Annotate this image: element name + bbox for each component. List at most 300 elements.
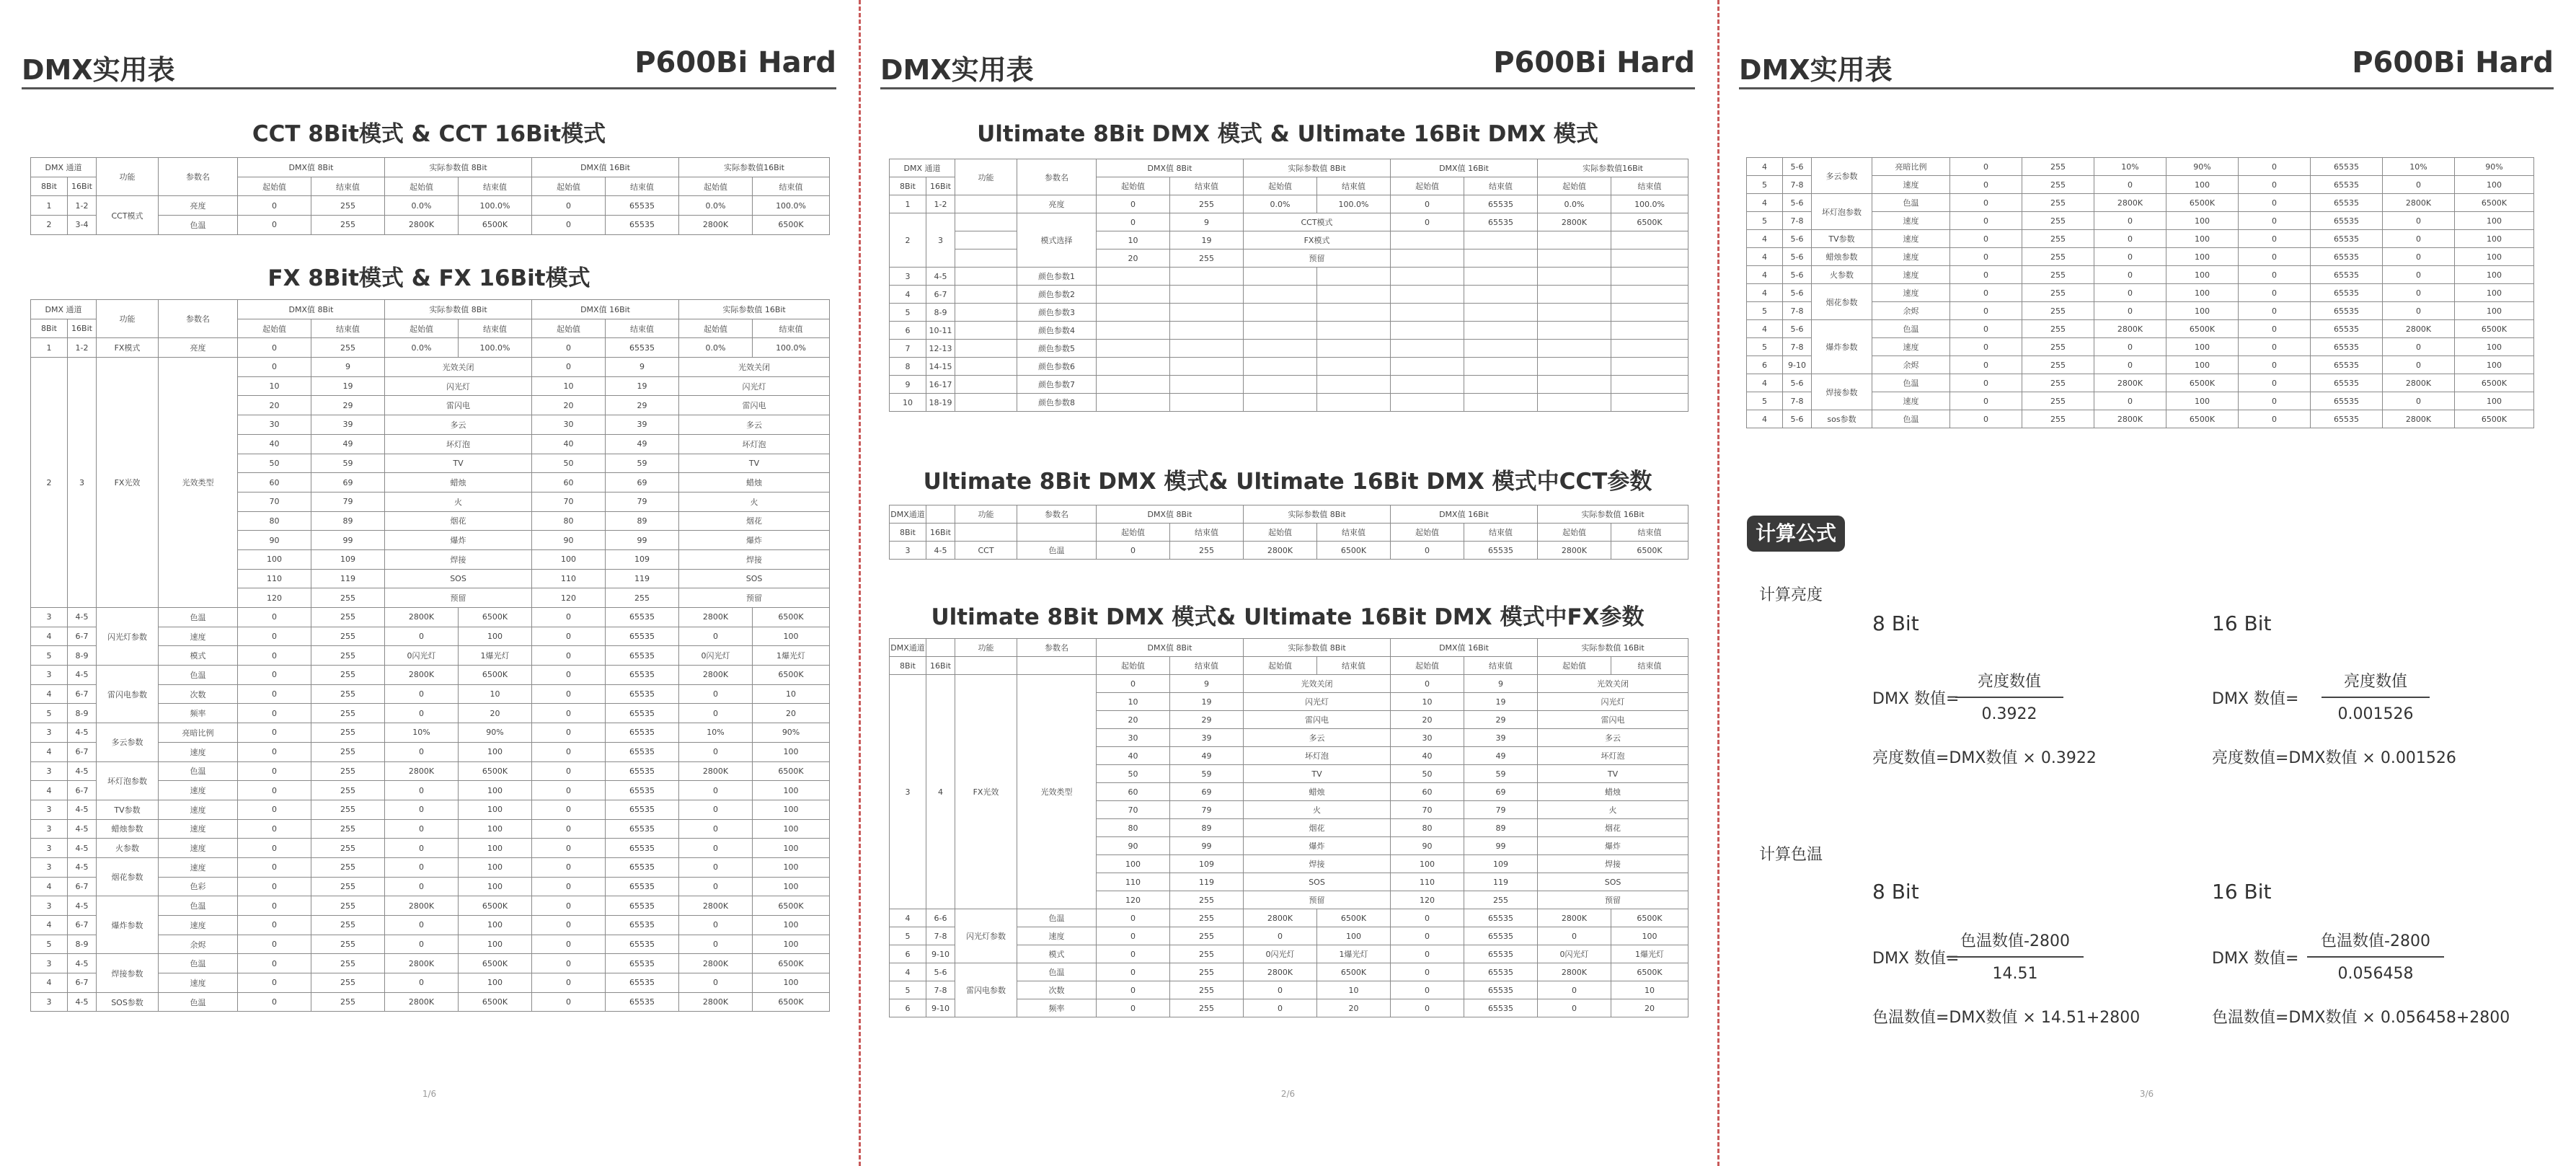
table-cell: 2800K xyxy=(2383,194,2455,212)
table-cell: 结束值 xyxy=(606,177,679,196)
table-cell: 0 xyxy=(532,196,606,216)
table-cell: 速度 xyxy=(1872,176,1950,194)
table-cell: 5 xyxy=(1747,338,1783,356)
table-cell: 255 xyxy=(1170,195,1244,213)
table-cell: 10% xyxy=(2383,158,2455,176)
table-cell: 光效关闭 xyxy=(1538,675,1688,693)
table-cell: 0 xyxy=(532,646,606,666)
table-cell: 90 xyxy=(238,531,311,550)
table-cell: 火 xyxy=(385,492,532,511)
table-cell: 坏灯泡参数 xyxy=(1812,194,1872,230)
table-cell: 12-13 xyxy=(926,340,955,358)
table-cell: 0 xyxy=(1950,158,2022,176)
table-cell: 坏灯泡 xyxy=(1538,747,1688,765)
table-cell xyxy=(955,322,1017,340)
table-cell: 4-5 xyxy=(926,542,955,560)
table-cell: 100 xyxy=(459,877,532,896)
table-cell: 雷闪电 xyxy=(385,396,532,415)
table-cell: 3 xyxy=(31,839,68,858)
table-cell: 255 xyxy=(1170,927,1244,945)
table-cell: 雷闪电 xyxy=(1244,711,1391,729)
table-cell: 0 xyxy=(238,935,311,954)
brightness-8bit-numerator: 亮度数值 xyxy=(1977,673,2041,691)
table-cell: 次数 xyxy=(1017,981,1097,999)
table-cell xyxy=(1538,358,1611,376)
page-number: 2/6 xyxy=(1280,1089,1296,1099)
table-cell: 6500K xyxy=(2455,374,2534,392)
table-cell: 色温 xyxy=(1872,320,1950,338)
table-cell: 80 xyxy=(238,511,311,531)
table-cell: 焊接 xyxy=(385,549,532,569)
table-cell: 6500K xyxy=(459,992,532,1012)
table-cell: 100.0% xyxy=(459,196,532,216)
table-cell: 速度 xyxy=(159,857,238,877)
table-cell: 0 xyxy=(238,196,311,216)
table-cell: 0 xyxy=(1538,927,1611,945)
table-cell: 起始值 xyxy=(532,319,606,338)
table-row xyxy=(890,249,1688,268)
table-cell: 100 xyxy=(238,549,311,569)
table-cell xyxy=(1170,322,1244,340)
table-cell: 烟花 xyxy=(1538,819,1688,837)
table-cell: 色温 xyxy=(1017,909,1097,927)
table-cell: TV参数 xyxy=(97,800,159,819)
table-cell: 6500K xyxy=(753,216,830,235)
table-cell: 频率 xyxy=(159,704,238,723)
table-cell: 蜡烛参数 xyxy=(97,819,159,839)
table-cell: 3 xyxy=(31,954,68,973)
table-cell: 0 xyxy=(532,800,606,819)
table-cell: 6500K xyxy=(1317,909,1391,927)
table-cell: 70 xyxy=(1097,801,1170,819)
table-cell: 余烬 xyxy=(1872,356,1950,374)
table-cell: 0 xyxy=(1950,392,2022,410)
table-cell: 0 xyxy=(1391,927,1464,945)
ultimate-cct-section-title: Ultimate 8Bit DMX 模式& Ultimate 16Bit DMX 模式中CCT参数 xyxy=(923,469,1652,495)
table-cell: 255 xyxy=(311,627,385,646)
table-cell: 4 xyxy=(31,781,68,800)
table-cell: 100 xyxy=(2166,356,2239,374)
table-cell xyxy=(1611,249,1688,268)
table-row xyxy=(31,158,830,177)
table-cell: 10 xyxy=(1611,981,1688,999)
table-cell: 20 xyxy=(1611,999,1688,1017)
table-cell xyxy=(1464,231,1538,249)
table-cell: 0 xyxy=(532,742,606,761)
table-cell: 0 xyxy=(238,684,311,704)
table-cell: 0 xyxy=(532,935,606,954)
model-title: P600Bi Hard xyxy=(1493,46,1695,79)
table-cell: 0 xyxy=(2383,248,2455,266)
table-cell xyxy=(1391,286,1464,304)
brightness-16bit-result: 亮度数值=DMX数值 × 0.001526 xyxy=(2212,749,2456,767)
table-cell: 0 xyxy=(385,935,459,954)
table-cell: 120 xyxy=(1391,891,1464,909)
table-cell: 59 xyxy=(1170,765,1244,783)
table-cell: 255 xyxy=(311,896,385,916)
table-cell: 16-17 xyxy=(926,376,955,394)
table-cell: TV xyxy=(1244,765,1391,783)
table-cell: 6500K xyxy=(459,954,532,973)
table-cell: 0 xyxy=(1391,195,1464,213)
table-cell: 70 xyxy=(532,492,606,511)
table-cell: 39 xyxy=(1464,729,1538,747)
table-cell: 255 xyxy=(1170,909,1244,927)
table-cell: 6500K xyxy=(1611,213,1688,231)
table-cell: 蜡烛 xyxy=(1244,783,1391,801)
fraction-bar xyxy=(2307,956,2444,958)
table-cell xyxy=(1097,322,1170,340)
table-cell xyxy=(1317,268,1391,286)
table-cell: 速度 xyxy=(159,839,238,858)
table-cell xyxy=(1317,304,1391,322)
table-cell: 120 xyxy=(532,588,606,608)
table-row xyxy=(890,195,1688,213)
table-cell: 火 xyxy=(679,492,830,511)
table-cell: CCT模式 xyxy=(1244,213,1391,231)
table-cell: 实际参数值 16Bit xyxy=(679,300,830,319)
table-cell: 结束值 xyxy=(1611,524,1688,542)
table-cell: 100 xyxy=(459,839,532,858)
table-cell: FX光效 xyxy=(97,358,159,608)
table-cell: 100 xyxy=(2166,248,2239,266)
table-row xyxy=(31,819,830,839)
table-cell: 2800K xyxy=(385,896,459,916)
table-cell: 255 xyxy=(311,646,385,666)
table-cell xyxy=(1538,268,1611,286)
table-cell: 0 xyxy=(2094,266,2166,284)
table-cell: 100 xyxy=(2166,284,2239,302)
table-cell: 参数名 xyxy=(159,158,238,196)
table-cell: 2800K xyxy=(385,216,459,235)
table-cell: 0 xyxy=(1097,213,1170,231)
table-cell: 6 xyxy=(890,999,926,1017)
table-cell: 100 xyxy=(2455,266,2534,284)
table-cell xyxy=(955,358,1017,376)
table-cell: 100 xyxy=(2166,230,2239,248)
table-cell: 9-10 xyxy=(926,999,955,1017)
cct-heading: 计算色温 xyxy=(1759,846,1823,864)
table-cell: 65535 xyxy=(1464,945,1538,963)
table-cell: 255 xyxy=(311,857,385,877)
table-cell: 255 xyxy=(1170,891,1244,909)
table-cell: 65535 xyxy=(606,723,679,743)
table-cell: 4 xyxy=(1747,410,1783,428)
table-cell: 80 xyxy=(1097,819,1170,837)
table-cell: 65535 xyxy=(606,781,679,800)
table-cell: 40 xyxy=(1097,747,1170,765)
table-cell: 0 xyxy=(532,819,606,839)
table-cell: 模式 xyxy=(1017,945,1097,963)
table-cell: 0 xyxy=(238,781,311,800)
table-cell: 65535 xyxy=(1464,963,1538,981)
table-cell: 30 xyxy=(1097,729,1170,747)
table-cell: 起始值 xyxy=(1538,657,1611,675)
table-cell: 109 xyxy=(606,549,679,569)
table-cell: 0 xyxy=(238,761,311,781)
table-cell: 49 xyxy=(606,434,679,454)
table-cell: 255 xyxy=(2022,374,2094,392)
table-cell: 4-5 xyxy=(68,761,97,781)
table-cell: 烟花 xyxy=(385,511,532,531)
table-cell: 5 xyxy=(1747,302,1783,320)
table-cell: 0 xyxy=(1391,963,1464,981)
table-cell: 0 xyxy=(385,973,459,993)
table-cell: 8Bit xyxy=(31,177,68,196)
table-row xyxy=(1747,194,2534,212)
table-cell: 爆炸参数 xyxy=(97,896,159,954)
table-cell: 余烬 xyxy=(159,935,238,954)
table-cell: 速度 xyxy=(1872,248,1950,266)
table-cell: 1-2 xyxy=(68,196,97,216)
table-cell: 255 xyxy=(311,196,385,216)
table-cell: 255 xyxy=(311,839,385,858)
table-cell xyxy=(1391,249,1464,268)
table-cell: 255 xyxy=(2022,320,2094,338)
table-cell: 0 xyxy=(238,800,311,819)
table-cell: 功能 xyxy=(97,300,159,338)
table-cell xyxy=(1017,524,1097,542)
table-row xyxy=(890,909,1688,927)
table-cell: 65535 xyxy=(2311,284,2383,302)
table-cell: 速度 xyxy=(159,800,238,819)
table-cell: 3 xyxy=(31,608,68,627)
table-cell: 0 xyxy=(1391,999,1464,1017)
table-cell: 65535 xyxy=(606,857,679,877)
table-row xyxy=(1747,410,2534,428)
brightness-16bit-numerator: 亮度数值 xyxy=(2343,673,2407,691)
table-cell: 4 xyxy=(1747,320,1783,338)
table-cell: 0 xyxy=(238,877,311,896)
table-cell: 100 xyxy=(1317,927,1391,945)
table-cell: 爆炸 xyxy=(679,531,830,550)
table-cell: 6500K xyxy=(2166,320,2239,338)
table-cell: 10 xyxy=(238,376,311,396)
table-cell: 火参数 xyxy=(1812,266,1872,284)
table-cell: 4 xyxy=(1747,284,1783,302)
table-cell: 65535 xyxy=(606,819,679,839)
table-cell: 255 xyxy=(311,588,385,608)
table-cell: 1爆光灯 xyxy=(1611,945,1688,963)
table-cell xyxy=(1611,268,1688,286)
table-cell: 65535 xyxy=(606,684,679,704)
table-cell: 255 xyxy=(311,877,385,896)
table-cell: 59 xyxy=(606,454,679,473)
table-cell: 65535 xyxy=(2311,266,2383,284)
table-cell: 6-7 xyxy=(68,916,97,935)
table-cell: 光效关闭 xyxy=(385,358,532,377)
table-cell: 0 xyxy=(1391,675,1464,693)
table-cell: 100 xyxy=(459,742,532,761)
table-cell: 100 xyxy=(2455,176,2534,194)
table-cell: 8Bit xyxy=(890,177,926,195)
table-cell: 0 xyxy=(679,935,753,954)
table-cell: 255 xyxy=(1170,542,1244,560)
table-cell: 雷闪电参数 xyxy=(97,666,159,723)
table-cell: 结束值 xyxy=(606,319,679,338)
table-cell: 100 xyxy=(459,627,532,646)
table-cell: 0 xyxy=(238,666,311,685)
table-cell: 65535 xyxy=(606,216,679,235)
table-cell: 0 xyxy=(2094,176,2166,194)
table-cell: 1 xyxy=(890,195,926,213)
formula-badge: 计算公式 xyxy=(1747,516,1845,552)
table-cell: 0 xyxy=(532,338,606,358)
table-cell: 参数名 xyxy=(1017,159,1097,195)
table-cell: 16Bit xyxy=(926,177,955,195)
table-cell: 0 xyxy=(238,358,311,377)
table-cell: 火参数 xyxy=(97,839,159,858)
table-cell: 6500K xyxy=(2166,194,2239,212)
table-cell: 烟花参数 xyxy=(97,857,159,896)
table-cell: 65535 xyxy=(1464,213,1538,231)
table-cell: SOS xyxy=(679,569,830,588)
table-cell: 8Bit xyxy=(890,524,926,542)
table-cell: 4 xyxy=(31,877,68,896)
table-cell: TV xyxy=(679,454,830,473)
table-cell: 6500K xyxy=(459,896,532,916)
table-cell: 255 xyxy=(311,666,385,685)
table-cell: 65535 xyxy=(1464,999,1538,1017)
table-cell: 0 xyxy=(1097,963,1170,981)
table-cell: 255 xyxy=(2022,158,2094,176)
table-cell: 50 xyxy=(532,454,606,473)
table-cell: 速度 xyxy=(159,916,238,935)
table-cell: 0 xyxy=(2094,212,2166,230)
table-cell: 5 xyxy=(890,304,926,322)
table-cell: 4-5 xyxy=(68,800,97,819)
table-cell: 60 xyxy=(238,473,311,493)
table-cell: 90% xyxy=(753,723,830,743)
table-cell: 0 xyxy=(385,704,459,723)
table-cell: 坏灯泡 xyxy=(385,434,532,454)
table-cell: 16Bit xyxy=(68,177,97,196)
table-cell: 0.0% xyxy=(385,338,459,358)
table-cell: 亮度 xyxy=(1017,195,1097,213)
table-cell: 0 xyxy=(679,627,753,646)
table-cell: 蜡烛 xyxy=(679,473,830,493)
brightness-16bit-label: 16 Bit xyxy=(2212,611,2272,635)
table-cell xyxy=(1391,304,1464,322)
table-cell: CCT模式 xyxy=(97,196,159,234)
table-cell: 2800K xyxy=(1538,963,1611,981)
table-cell: 255 xyxy=(1170,981,1244,999)
table-cell: 0 xyxy=(385,857,459,877)
table-cell: 90 xyxy=(1097,837,1170,855)
table-cell: 5 xyxy=(1747,392,1783,410)
table-cell: 0.0% xyxy=(679,196,753,216)
table-cell: 0 xyxy=(385,877,459,896)
table-cell: DMX值 8Bit xyxy=(1097,159,1244,177)
table-cell: 255 xyxy=(311,742,385,761)
table-cell xyxy=(1464,249,1538,268)
table-cell: 6500K xyxy=(753,608,830,627)
table-cell: 110 xyxy=(238,569,311,588)
table-cell: 29 xyxy=(311,396,385,415)
table-cell: DMX值 8Bit xyxy=(238,300,385,319)
table-cell: 余烬 xyxy=(1872,302,1950,320)
table-cell: 65535 xyxy=(606,954,679,973)
table-cell: 0 xyxy=(238,839,311,858)
table-cell: 6500K xyxy=(753,666,830,685)
table-cell: 结束值 xyxy=(1317,657,1391,675)
table-cell: 0 xyxy=(2239,266,2311,284)
table-cell: 4-5 xyxy=(68,839,97,858)
table-cell: 5-6 xyxy=(1783,266,1812,284)
table-cell: 4 xyxy=(31,973,68,993)
table-cell: 10 xyxy=(1391,693,1464,711)
table-cell xyxy=(955,340,1017,358)
table-cell xyxy=(1097,286,1170,304)
table-cell xyxy=(1611,231,1688,249)
table-cell: 60 xyxy=(532,473,606,493)
table-cell: 119 xyxy=(606,569,679,588)
table-row xyxy=(31,196,830,216)
table-cell: 焊接参数 xyxy=(97,954,159,992)
table-cell: 0 xyxy=(679,877,753,896)
table-cell: 0 xyxy=(238,896,311,916)
table-cell: 闪光灯参数 xyxy=(955,909,1017,963)
table-cell: 6 xyxy=(1747,356,1783,374)
table-cell: 5-6 xyxy=(1783,158,1812,176)
table-cell xyxy=(1611,286,1688,304)
fraction-bar xyxy=(2322,697,2430,698)
cct-8bit-lhs: DMX 数值= xyxy=(1872,950,1960,968)
table-row xyxy=(31,300,830,319)
table-cell: 0 xyxy=(2239,158,2311,176)
table-cell: 255 xyxy=(2022,356,2094,374)
table-cell: 65535 xyxy=(1464,542,1538,560)
table-cell: 0 xyxy=(1950,320,2022,338)
table-row xyxy=(890,639,1688,657)
table-cell: 50 xyxy=(1097,765,1170,783)
table-cell: 255 xyxy=(2022,266,2094,284)
table-cell: 功能 xyxy=(97,158,159,196)
table-cell: 0 xyxy=(238,992,311,1012)
table-cell: 1爆光灯 xyxy=(753,646,830,666)
table-cell xyxy=(1538,394,1611,412)
table-cell: 起始值 xyxy=(385,177,459,196)
table-cell: 255 xyxy=(311,800,385,819)
table-cell: 2800K xyxy=(2383,374,2455,392)
table-cell: 1爆光灯 xyxy=(459,646,532,666)
table-cell: 预留 xyxy=(385,588,532,608)
table-cell: 110 xyxy=(1097,873,1170,891)
table-cell: 实际参数值 8Bit xyxy=(1244,159,1391,177)
table-cell: 闪光灯 xyxy=(1244,693,1391,711)
table-cell: 110 xyxy=(1391,873,1464,891)
table-cell: 100 xyxy=(2166,338,2239,356)
table-cell: 0 xyxy=(238,916,311,935)
table-cell: 结束值 xyxy=(311,177,385,196)
table-cell: 100.0% xyxy=(1317,195,1391,213)
table-cell: 100 xyxy=(2455,356,2534,374)
table-cell: 99 xyxy=(1464,837,1538,855)
table-cell: 2800K xyxy=(2094,374,2166,392)
table-cell: 0 xyxy=(238,954,311,973)
table-cell: 7 xyxy=(890,340,926,358)
table-cell: 0 xyxy=(1950,266,2022,284)
table-cell: 109 xyxy=(311,549,385,569)
table-row xyxy=(890,524,1688,542)
table-cell: 0 xyxy=(2094,338,2166,356)
table-cell: 65535 xyxy=(1464,909,1538,927)
table-cell: 1 xyxy=(31,196,68,216)
ultimate-section-title: Ultimate 8Bit DMX 模式 & Ultimate 16Bit DMX 模式 xyxy=(977,121,1598,147)
cct-mode-table xyxy=(30,157,830,235)
table-cell: 20 xyxy=(1097,249,1170,268)
table-cell xyxy=(1097,376,1170,394)
